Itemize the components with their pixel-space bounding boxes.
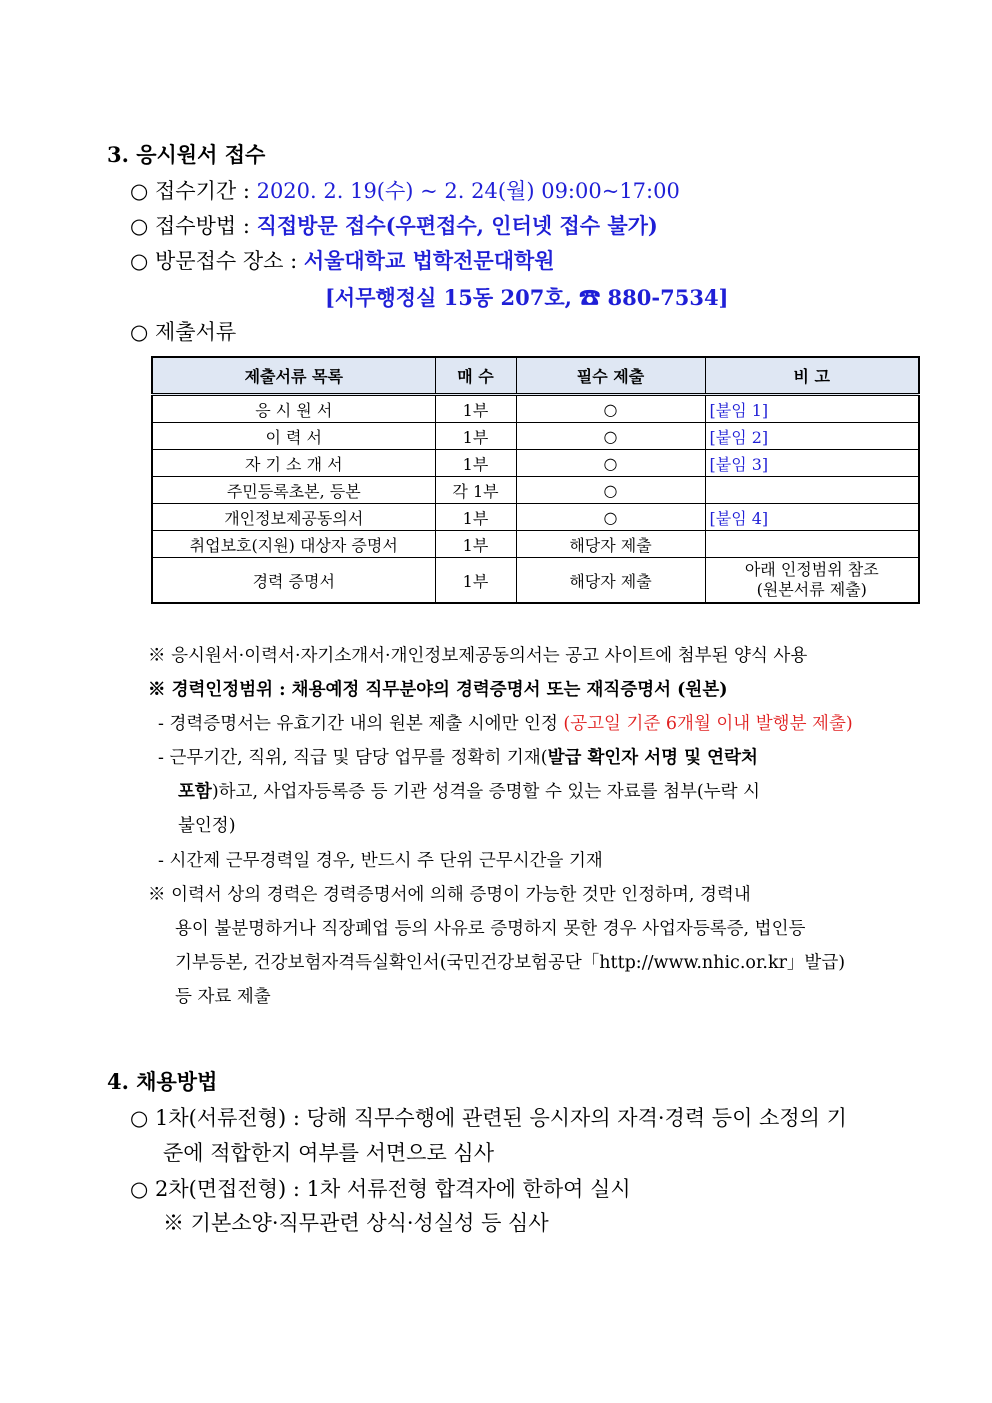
note-duty-line1 (158, 741, 758, 775)
doc-required: ○ (516, 395, 705, 423)
doc-note: 아래 인정범위 참조 (원본서류 제출) (705, 558, 919, 604)
table-row (152, 504, 919, 531)
section4-heading: 4. 채용방법 (107, 1069, 218, 1094)
method-row (130, 210, 658, 240)
note-duty-text1: - 근무기간, 직위, 직급 및 담당 업무를 정확히 기재( (158, 748, 548, 768)
note-career-cert-text: - 경력증명서는 유효기간 내의 원본 제출 시에만 인정 (158, 714, 564, 734)
doc-name: 응 시 원 서 (152, 395, 435, 423)
note-career-range: ※ 경력인정범위 : 채용예정 직무분야의 경력증명서 또는 재직증명서 (원본) (148, 680, 728, 700)
doc-note (705, 477, 919, 504)
note-career-cert-red: (공고일 기준 6개월 이내 발행분 제출) (563, 714, 853, 734)
step1-line1: ○ 1차(서류전형) : 당해 직무수행에 관련된 응시자의 자격·경력 등이 소정의 기 (130, 1106, 847, 1130)
table-header-row (152, 357, 919, 395)
doc-count: 1부 (435, 395, 516, 423)
doc-count: 1부 (435, 450, 516, 477)
doc-name: 자 기 소 개 서 (152, 450, 435, 477)
doc-required: ○ (516, 477, 705, 504)
place-label: ○ 방문접수 장소 : (130, 249, 304, 273)
doc-count: 1부 (435, 558, 516, 604)
step2-line: ○ 2차(면접전형) : 1차 서류전형 합격자에 한하여 실시 (130, 1177, 631, 1201)
note-duty-line3: 불인정) (178, 816, 236, 836)
docs-label: ○ 제출서류 (130, 320, 237, 344)
period-row (130, 175, 680, 205)
period-label: ○ 접수기간 : (130, 179, 257, 203)
doc-required: 해당자 제출 (516, 558, 705, 604)
doc-required: ○ (516, 423, 705, 450)
note-parttime: - 시간제 근무경력일 경우, 반드시 주 단위 근무시간을 기재 (158, 851, 603, 871)
period-value: 2020. 2. 19(수) ~ 2. 24(월) 09:00~17:00 (256, 179, 680, 203)
header-doc-list: 제출서류 목록 (152, 357, 435, 395)
doc-required: ○ (516, 504, 705, 531)
note-resume-line4: 등 자료 제출 (175, 987, 271, 1007)
doc-name: 이 력 서 (152, 423, 435, 450)
table-row (152, 558, 919, 604)
step1-line2: 준에 적합한지 여부를 서면으로 심사 (163, 1141, 494, 1165)
doc-note: [붙임 1] (705, 395, 919, 423)
place-row (130, 245, 555, 275)
note-duty-bold2: 포함 (178, 782, 212, 802)
table-row (152, 477, 919, 504)
table-row (152, 531, 919, 558)
doc-count: 1부 (435, 504, 516, 531)
doc-count: 1부 (435, 423, 516, 450)
doc-required: ○ (516, 450, 705, 477)
section3-heading: 3. 응시원서 접수 (107, 142, 266, 167)
note-resume-line2: 용이 불분명하거나 직장폐업 등의 사유로 증명하지 못한 경우 사업자등록증, 법인등 (175, 919, 806, 939)
doc-note: [붙임 3] (705, 450, 919, 477)
documents-table (151, 356, 920, 604)
place-value: 서울대학교 법학전문대학원 (303, 248, 555, 273)
note-forms: ※ 응시원서·이력서·자기소개서·개인정보제공동의서는 공고 사이트에 첨부된 양식 사용 (148, 646, 808, 666)
place-detail: [서무행정실 15동 207호, ☎ 880-7534] (325, 285, 729, 310)
note-resume-line1: ※ 이력서 상의 경력은 경력증명서에 의해 증명이 가능한 것만 인정하며, 경력내 (148, 885, 751, 905)
doc-count: 1부 (435, 531, 516, 558)
note-duty-line2 (178, 775, 760, 809)
doc-name: 개인정보제공동의서 (152, 504, 435, 531)
doc-note: [붙임 4] (705, 504, 919, 531)
doc-count: 각 1부 (435, 477, 516, 504)
header-count: 매 수 (435, 357, 516, 395)
note-career-cert (158, 707, 853, 741)
doc-note: [붙임 2] (705, 423, 919, 450)
note-resume-line3: 기부등본, 건강보험자격득실확인서(국민건강보험공단「http://www.nhic.or.kr」발급) (175, 953, 846, 973)
method-value: 직접방문 접수(우편접수, 인터넷 접수 불가) (256, 213, 658, 238)
header-note: 비 고 (705, 357, 919, 395)
table-row (152, 395, 919, 423)
method-label: ○ 접수방법 : (130, 214, 257, 238)
header-required: 필수 제출 (516, 357, 705, 395)
doc-note (705, 531, 919, 558)
doc-name: 주민등록초본, 등본 (152, 477, 435, 504)
note-duty-bold1: 발급 확인자 서명 및 연락처 (547, 748, 758, 768)
doc-name: 취업보호(지원) 대상자 증명서 (152, 531, 435, 558)
doc-required: 해당자 제출 (516, 531, 705, 558)
step2-note: ※ 기본소양·직무관련 상식·성실성 등 심사 (163, 1211, 549, 1235)
table-row (152, 450, 919, 477)
doc-name: 경력 증명서 (152, 558, 435, 604)
table-row (152, 423, 919, 450)
note-duty-text2: )하고, 사업자등록증 등 기관 성격을 증명할 수 있는 자료를 첨부(누락 시 (211, 782, 760, 802)
